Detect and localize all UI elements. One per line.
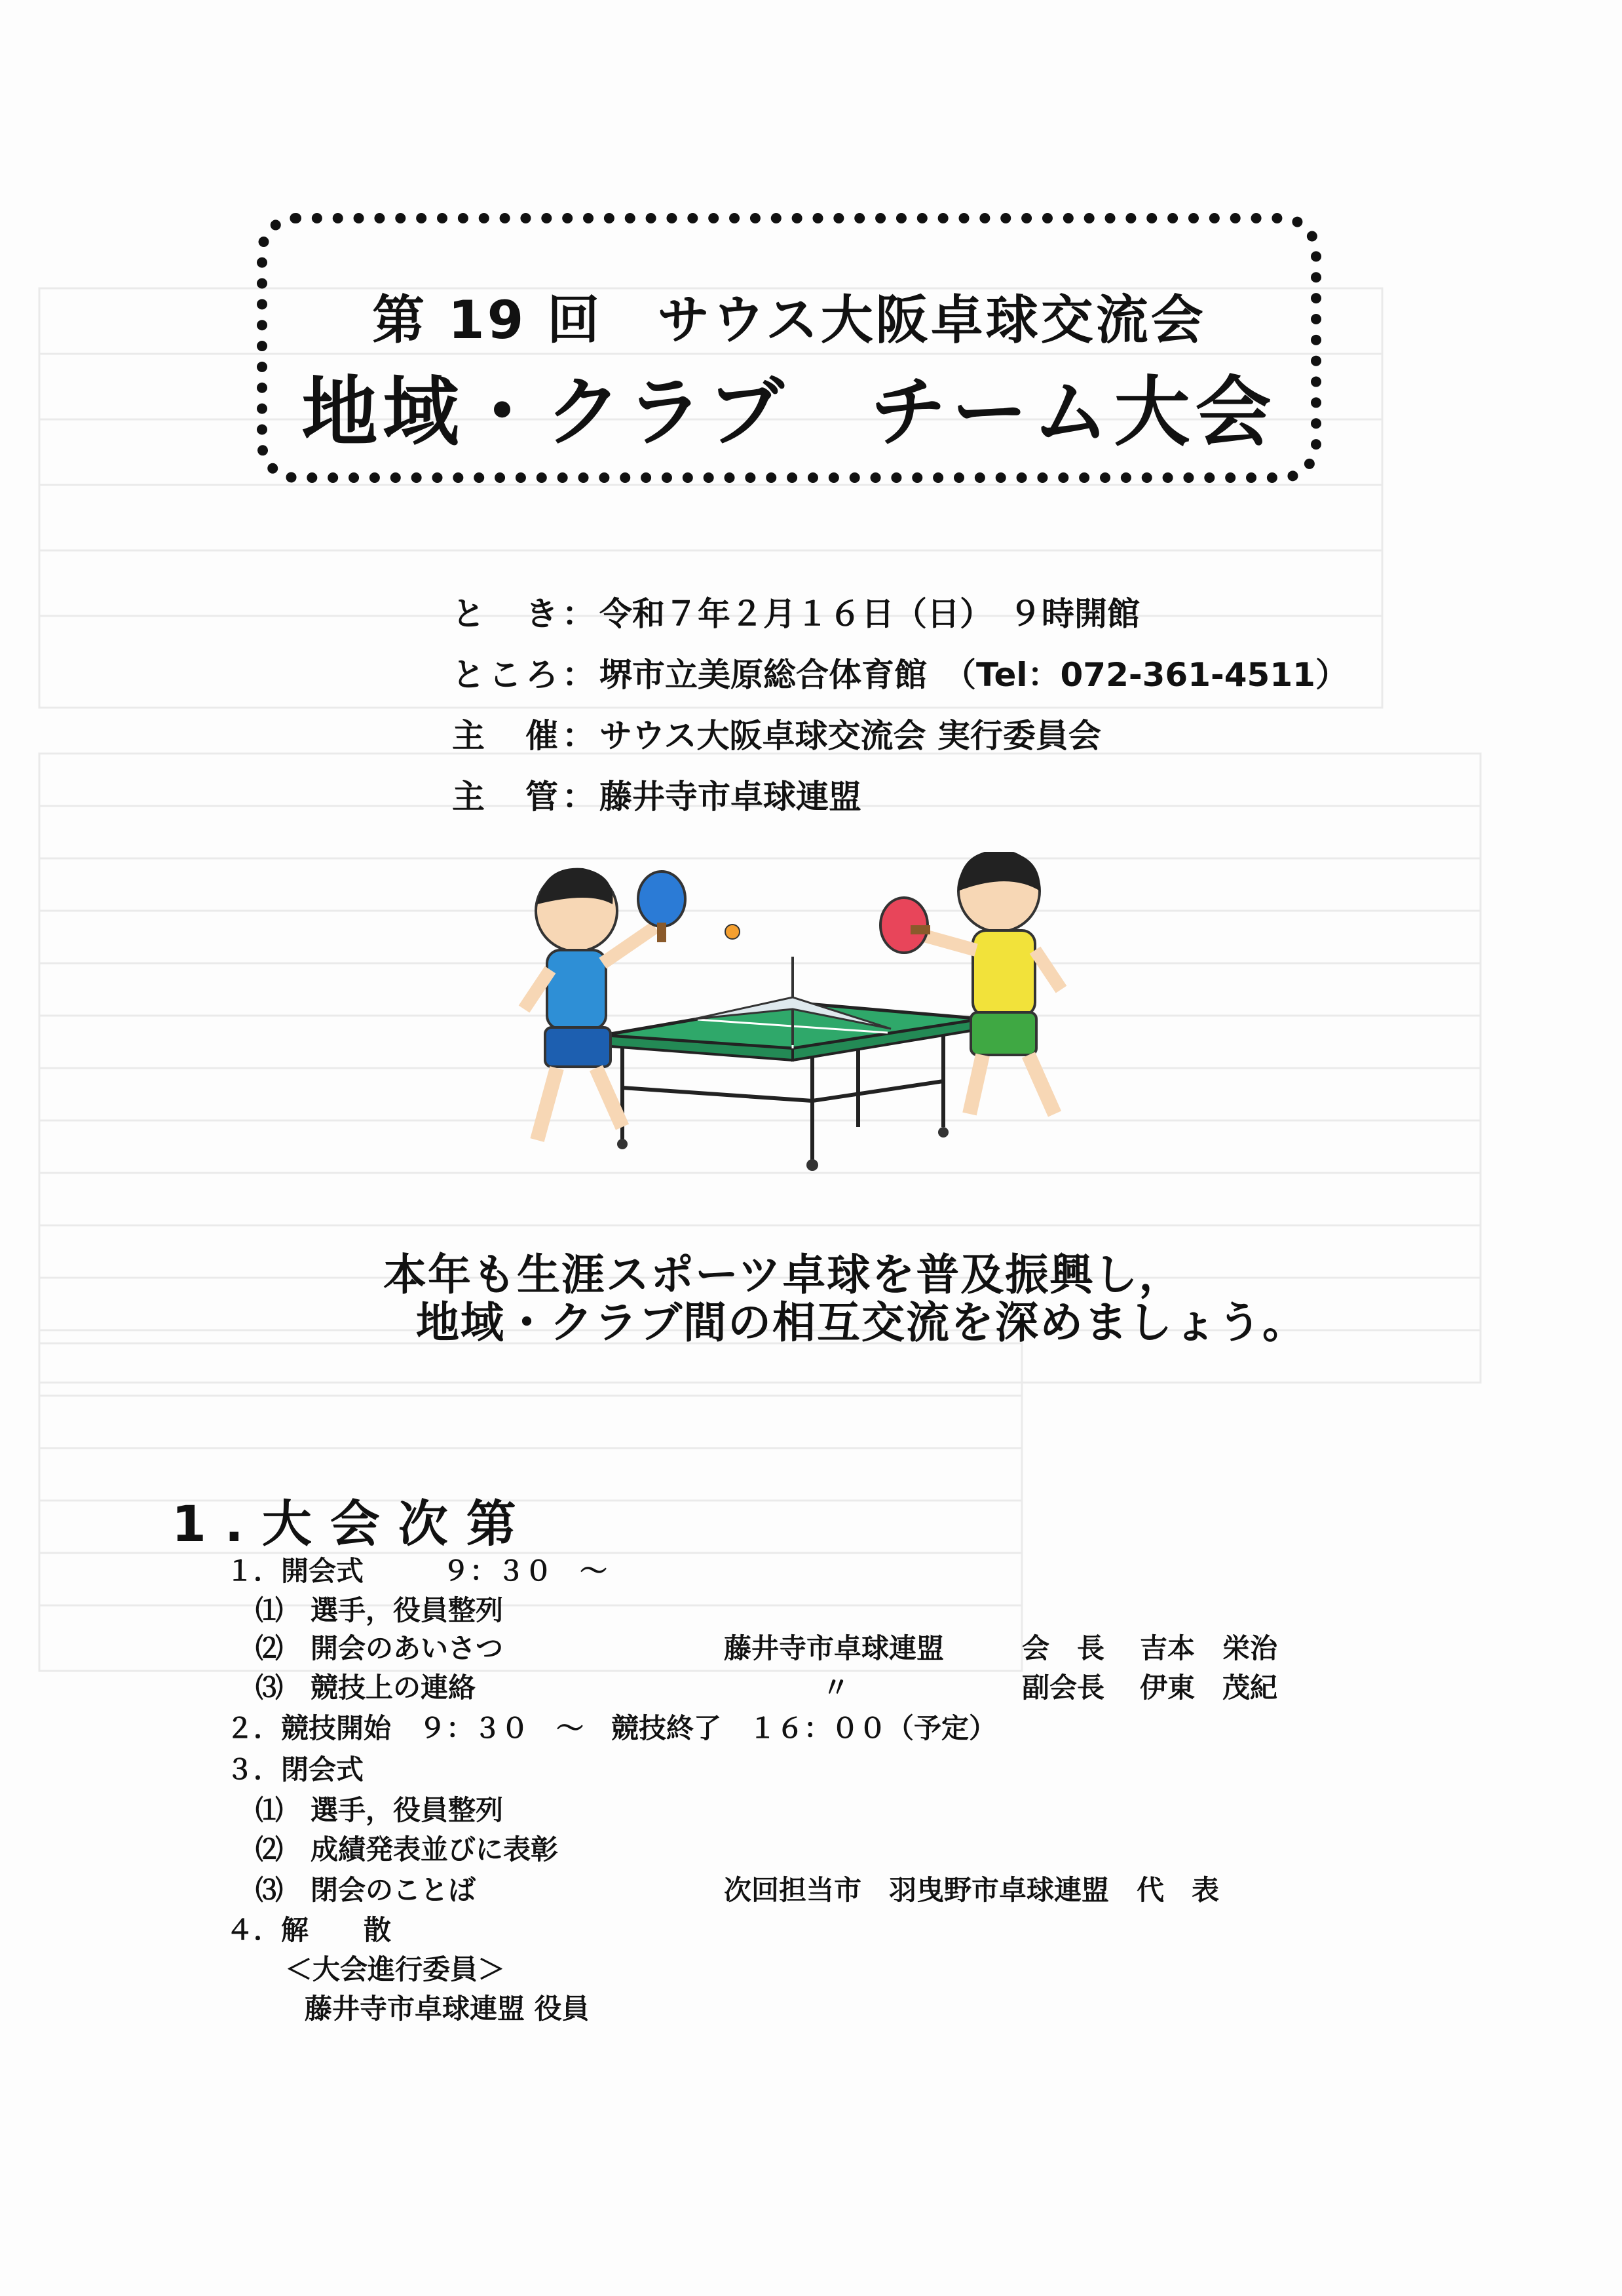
item-org: 次回担当市 羽曳野市卓球連盟 代 表: [724, 1874, 1220, 1906]
item-line: ３．閉会式: [226, 1753, 364, 1786]
item-line: 藤井寺市卓球連盟 役員: [305, 1993, 590, 2025]
info-organizer: [452, 710, 1101, 757]
info-label: と き：: [452, 595, 599, 633]
info-value: 藤井寺市卓球連盟: [599, 778, 861, 816]
info-value: 堺市立美原総合体育館 （Tel：072-361-4511）: [599, 656, 1348, 694]
info-host: [452, 771, 861, 818]
item-org: 〃: [822, 1672, 850, 1704]
item-role: 副会長: [1022, 1672, 1105, 1704]
item-time: ９：３０ ～: [442, 1555, 608, 1587]
table-tennis-illustration: [485, 852, 1101, 1193]
boy-right: [917, 852, 1061, 1114]
item-org: 藤井寺市卓球連盟: [724, 1632, 945, 1664]
message-line2: 地域・クラブ間の相互交流を深めましょう。: [416, 1297, 1307, 1348]
info-value: サウス大阪卓球交流会 実行委員会: [599, 717, 1101, 755]
info-label: 主 催：: [452, 717, 599, 755]
item-line: ⑶ 閉会のことば: [255, 1874, 476, 1906]
paddle-right-icon: [880, 898, 930, 953]
item-line: ⑴ 選手，役員整列: [255, 1594, 504, 1626]
info-label: ところ：: [452, 656, 599, 694]
item-line: ⑵ 開会のあいさつ: [255, 1632, 504, 1664]
item-line: ⑵ 成績発表並びに表彰: [255, 1833, 559, 1866]
info-venue: [452, 649, 1348, 696]
item-line: ２．競技開始 ９：３０ ～ 競技終了 １６：００（予定）: [226, 1712, 997, 1744]
item-line: ４．解 散: [226, 1914, 392, 1946]
info-date: [452, 588, 1140, 635]
info-label: 主 管：: [452, 778, 599, 816]
item-person: 伊東 茂紀: [1140, 1672, 1278, 1704]
event-subtitle: 地域・クラブ チーム大会: [301, 368, 1277, 457]
item-role: 会 長: [1022, 1632, 1105, 1664]
item-line: ＜大会進行委員＞: [285, 1953, 506, 1985]
ball-icon: [725, 925, 740, 939]
item-opening: [226, 1550, 607, 1589]
event-title: 第 19 回 サウス大阪卓球交流会: [372, 290, 1206, 351]
item-line: ⑶ 競技上の連絡: [255, 1672, 476, 1704]
item-person: 吉本 栄治: [1140, 1632, 1278, 1664]
message-line1: 本年も生涯スポーツ卓球を普及振興し，: [383, 1250, 1184, 1300]
section-title: 1.大会次第: [172, 1495, 535, 1553]
title-box: [257, 213, 1321, 483]
boy-left: [524, 868, 655, 1140]
info-value: 令和７年２月１６日（日） ９時開館: [599, 595, 1140, 633]
item-line: ⑴ 選手，役員整列: [255, 1794, 504, 1826]
item-label: １．開会式: [226, 1555, 364, 1587]
